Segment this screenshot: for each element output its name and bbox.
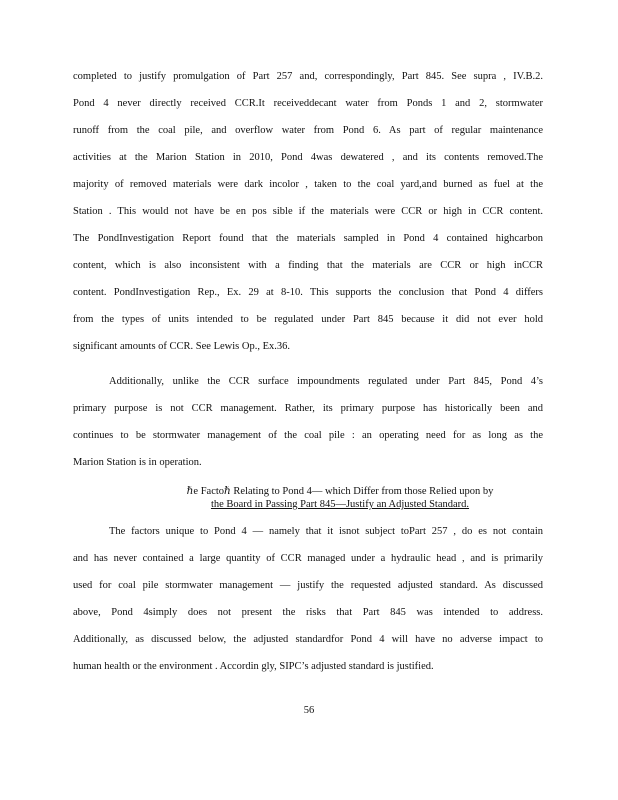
text-line: activities at the Marion Station in 2010, Pond 4was dewatered , and its contents removed.The: [73, 152, 543, 163]
text-line: above, Pond 4simply does not present the risks that Part 845 was intended to address.: [73, 607, 543, 618]
text-line: content. PondInvestigation Rep., Ex. 29 at 8-10. This supports the conclusion that Pond 4 differs: [73, 287, 543, 298]
text-line: content, which is also inconsistent with a finding that the materials are CCR or high inCCR: [73, 260, 543, 271]
text-line: runoff from the coal pile, and overflow water from Pond 6. As part of regular maintenance: [73, 125, 543, 136]
text-line: Pond 4 never directly received CCR.It receiveddecant water from Ponds 1 and 2, stormwater: [73, 98, 543, 109]
page-number: 56: [303, 705, 315, 716]
text-line: human health or the environment . Accordin gly, SIPC’s adjusted standard is justified.: [73, 661, 434, 672]
text-line: Additionally, as discussed below, the adjusted standardfor Pond 4 will have no adverse impact to: [73, 634, 543, 645]
text-line: Marion Station is in operation.: [73, 457, 202, 468]
text-line: Additionally, unlike the CCR surface impoundments regulated under Part 845, Pond 4’s: [109, 376, 543, 387]
text-line: completed to justify promulgation of Part 257 and, correspondingly, Part 845. See supra , IV.B.2.: [73, 71, 543, 82]
text-line: used for coal pile stormwater management — justify the requested adjusted standard. As discussed: [73, 580, 543, 591]
text-line: The factors unique to Pond 4 — namely that it isnot subject toPart 257 , do es not contain: [109, 526, 543, 537]
section-heading-line-2: the Board in Passing Part 845—Justify an Adjusted Standard.: [210, 499, 470, 510]
text-line: and has never contained a large quantity of CCR managed under a hydraulic head , and is primarily: [73, 553, 543, 564]
text-line: Station . This would not have be en pos sible if the materials were CCR or high in CCR content.: [73, 206, 543, 217]
text-line: from the types of units intended to be regulated under Part 845 because it did not ever hold: [73, 314, 543, 325]
section-heading-line-1: ℏe Factoℏ Relating to Pond 4— which Differ from those Relied upon by: [186, 486, 494, 497]
text-line: The PondInvestigation Report found that the materials sampled in Pond 4 contained highcarbon: [73, 233, 543, 244]
text-line: primary purpose is not CCR management. Rather, its primary purpose has historically been and: [73, 403, 543, 414]
text-line: continues to be stormwater management of the coal pile : an operating need for as long as the: [73, 430, 543, 441]
text-line: majority of removed materials were dark incolor , taken to the coal yard,and burned as fuel at the: [73, 179, 543, 190]
text-line: significant amounts of CCR. See Lewis Op., Ex.36.: [73, 341, 290, 352]
